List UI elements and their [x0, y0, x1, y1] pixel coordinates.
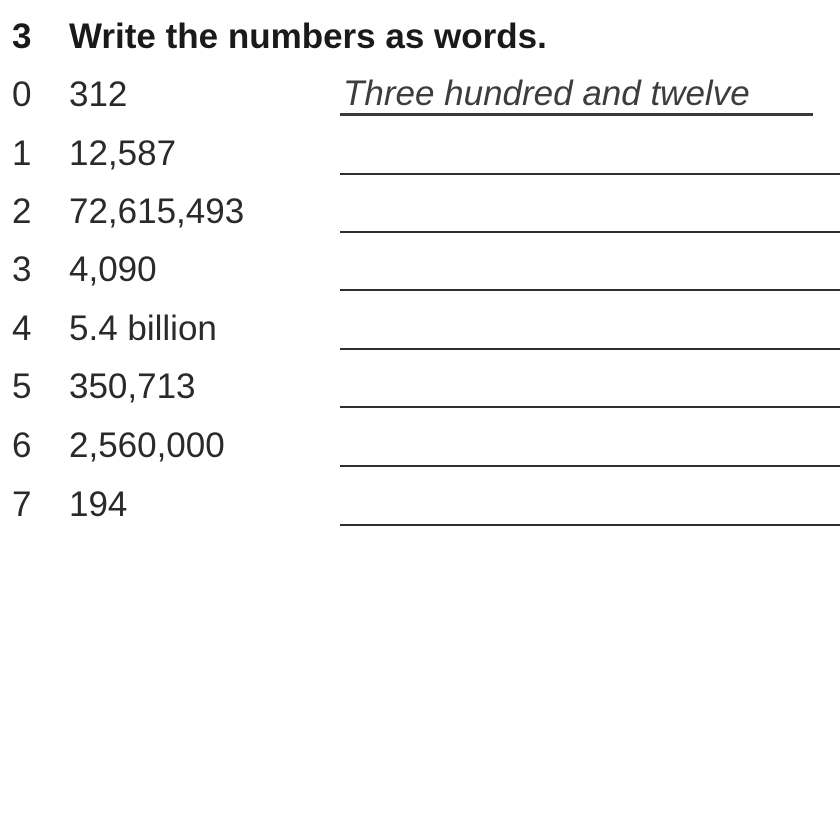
item-number: 5	[12, 367, 32, 406]
item-value: 4,090	[69, 250, 157, 289]
exercise-instruction: Write the numbers as words.	[69, 17, 547, 56]
item-row-6	[0, 421, 840, 479]
item-value: 2,560,000	[69, 426, 225, 465]
answer-line-2[interactable]	[340, 189, 840, 233]
exercise-number: 3	[12, 17, 32, 56]
item-row-5	[0, 362, 840, 420]
item-number: 4	[12, 309, 32, 348]
answer-line-3[interactable]	[340, 247, 840, 291]
item-row-3	[0, 245, 840, 303]
item-number: 1	[12, 134, 32, 173]
answer-line-7[interactable]	[340, 482, 840, 526]
item-row-4	[0, 304, 840, 362]
item-row-7	[0, 480, 840, 538]
item-row-0	[0, 70, 840, 128]
answer-line-1[interactable]	[340, 131, 840, 175]
answer-line-6[interactable]	[340, 423, 840, 467]
item-value: 350,713	[69, 367, 196, 406]
item-number: 3	[12, 250, 32, 289]
item-number: 6	[12, 426, 32, 465]
item-row-1	[0, 129, 840, 187]
example-answer-text: Three hundred and twelve	[343, 74, 750, 113]
exercise-heading	[12, 14, 547, 60]
answer-line-5[interactable]	[340, 364, 840, 408]
example-answer-line	[340, 72, 813, 116]
item-value: 312	[69, 75, 128, 114]
item-number: 0	[12, 75, 32, 114]
item-row-2	[0, 187, 840, 245]
answer-line-4[interactable]	[340, 306, 840, 350]
item-value: 5.4 billion	[69, 309, 217, 348]
item-value: 12,587	[69, 134, 177, 173]
item-value: 194	[69, 485, 128, 524]
item-number: 7	[12, 485, 32, 524]
item-number: 2	[12, 192, 32, 231]
item-value: 72,615,493	[69, 192, 245, 231]
